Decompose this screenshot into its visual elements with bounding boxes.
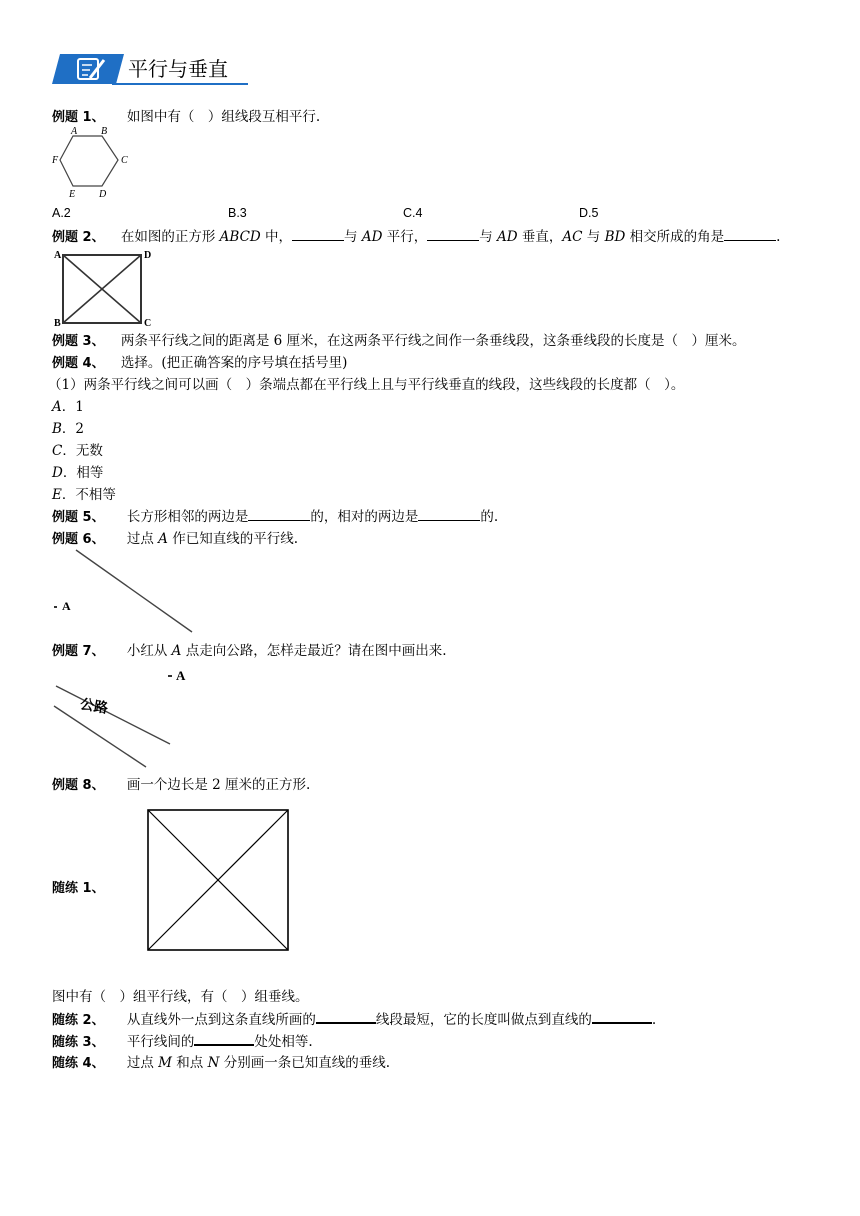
question-label: 例题 5、 — [52, 510, 105, 525]
answer-blank — [194, 1032, 254, 1046]
practice-3: 随练 3、 平行线间的 处处相等. — [52, 1034, 313, 1050]
choice-e: E．不相等 — [52, 487, 116, 503]
question-label: 例题 8、 — [52, 778, 105, 793]
question-text: 画一个边长是 2 厘米的正方形. — [126, 777, 311, 793]
vertex-label: A — [71, 126, 78, 137]
question-label: 随练 3、 — [52, 1035, 105, 1050]
question-label: 例题 2、 — [52, 230, 105, 245]
square-abcd-figure — [52, 246, 162, 328]
option-c: C.4 — [403, 206, 423, 220]
question-2: 例题 2、 在如图的正方形 ABCD 中， 与 AD 平行， 与 AD 垂直，AC 与 BD 相交所成的角是 . — [52, 229, 781, 245]
question-text: 选择。(把正确答案的序号填在括号里) — [120, 355, 348, 371]
practice-1-text: 图中有（ ）组平行线，有（ ）组垂线。 — [52, 989, 309, 1005]
choice-b: B．2 — [52, 421, 85, 437]
square-diagonals-figure — [146, 808, 292, 952]
line-and-point-figure — [50, 546, 200, 638]
question-4 — [52, 354, 347, 373]
question-3 — [52, 332, 746, 351]
question-text: 如图中有（ ）组线段互相平行. — [126, 109, 321, 125]
point-label: A — [176, 668, 186, 683]
choice-c: C．无数 — [52, 443, 103, 459]
answer-blank — [592, 1010, 652, 1024]
vertex-label: E — [69, 189, 76, 200]
question-6: 例题 6、 过点 A 作已知直线的平行线. — [52, 531, 299, 547]
vertex-label: D — [144, 250, 152, 261]
question-8 — [52, 776, 310, 795]
option-b: B.3 — [228, 206, 247, 220]
question-text: 两条平行线之间的距离是 6 厘米，在这两条平行线之间作一条垂线段，这条垂线段的长度是（ ）厘米。 — [120, 333, 746, 349]
answer-blank — [292, 228, 344, 241]
question-7: 例题 7、 小红从 A 点走向公路，怎样走最近？请在图中画出来. — [52, 643, 447, 659]
question-4-sub: （1）两条平行线之间可以画（ ）条端点都在平行线上且与平行线垂直的线段，这些线段的长度都（ ）。 — [48, 377, 685, 393]
practice-4: 随练 4、 过点 M 和点 N 分别画一条已知直线的垂线. — [52, 1055, 390, 1071]
page-title: 平行与垂直 — [128, 57, 228, 81]
vertex-label: A — [54, 250, 62, 261]
question-label: 随练 2、 — [52, 1013, 105, 1028]
option-d: D.5 — [579, 206, 599, 220]
answer-blank — [316, 1010, 376, 1024]
hexagon-figure — [50, 124, 140, 200]
vertex-label: B — [54, 318, 61, 328]
option-a: A.2 — [52, 206, 71, 220]
question-label: 例题 3、 — [52, 334, 105, 349]
practice-2: 随练 2、 从直线外一点到这条直线所画的 线段最短，它的长度叫做点到直线的 . — [52, 1012, 657, 1028]
question-label: 例题 4、 — [52, 356, 105, 371]
road-label: 公路 — [78, 697, 109, 718]
road-figure — [50, 662, 200, 770]
answer-blank — [427, 228, 479, 241]
answer-blank — [248, 508, 310, 521]
question-label: 例题 6、 — [52, 532, 105, 547]
question-label: 例题 1、 — [52, 110, 105, 125]
vertex-label: F — [52, 155, 59, 166]
point-label: A — [62, 599, 71, 613]
answer-blank — [418, 508, 480, 521]
answer-blank — [724, 228, 776, 241]
question-5: 例题 5、 长方形相邻的两边是 的，相对的两边是 的. — [52, 509, 499, 525]
vertex-label: D — [99, 189, 107, 200]
vertex-label: C — [144, 318, 152, 328]
question-label: 例题 7、 — [52, 644, 105, 659]
vertex-label: B — [101, 126, 108, 137]
practice-1-label: 随练 1、 — [52, 881, 105, 896]
vertex-label: C — [121, 155, 128, 166]
question-label: 随练 4、 — [52, 1056, 105, 1071]
choice-d: D．相等 — [52, 465, 104, 481]
choice-a: A．1 — [52, 399, 84, 415]
